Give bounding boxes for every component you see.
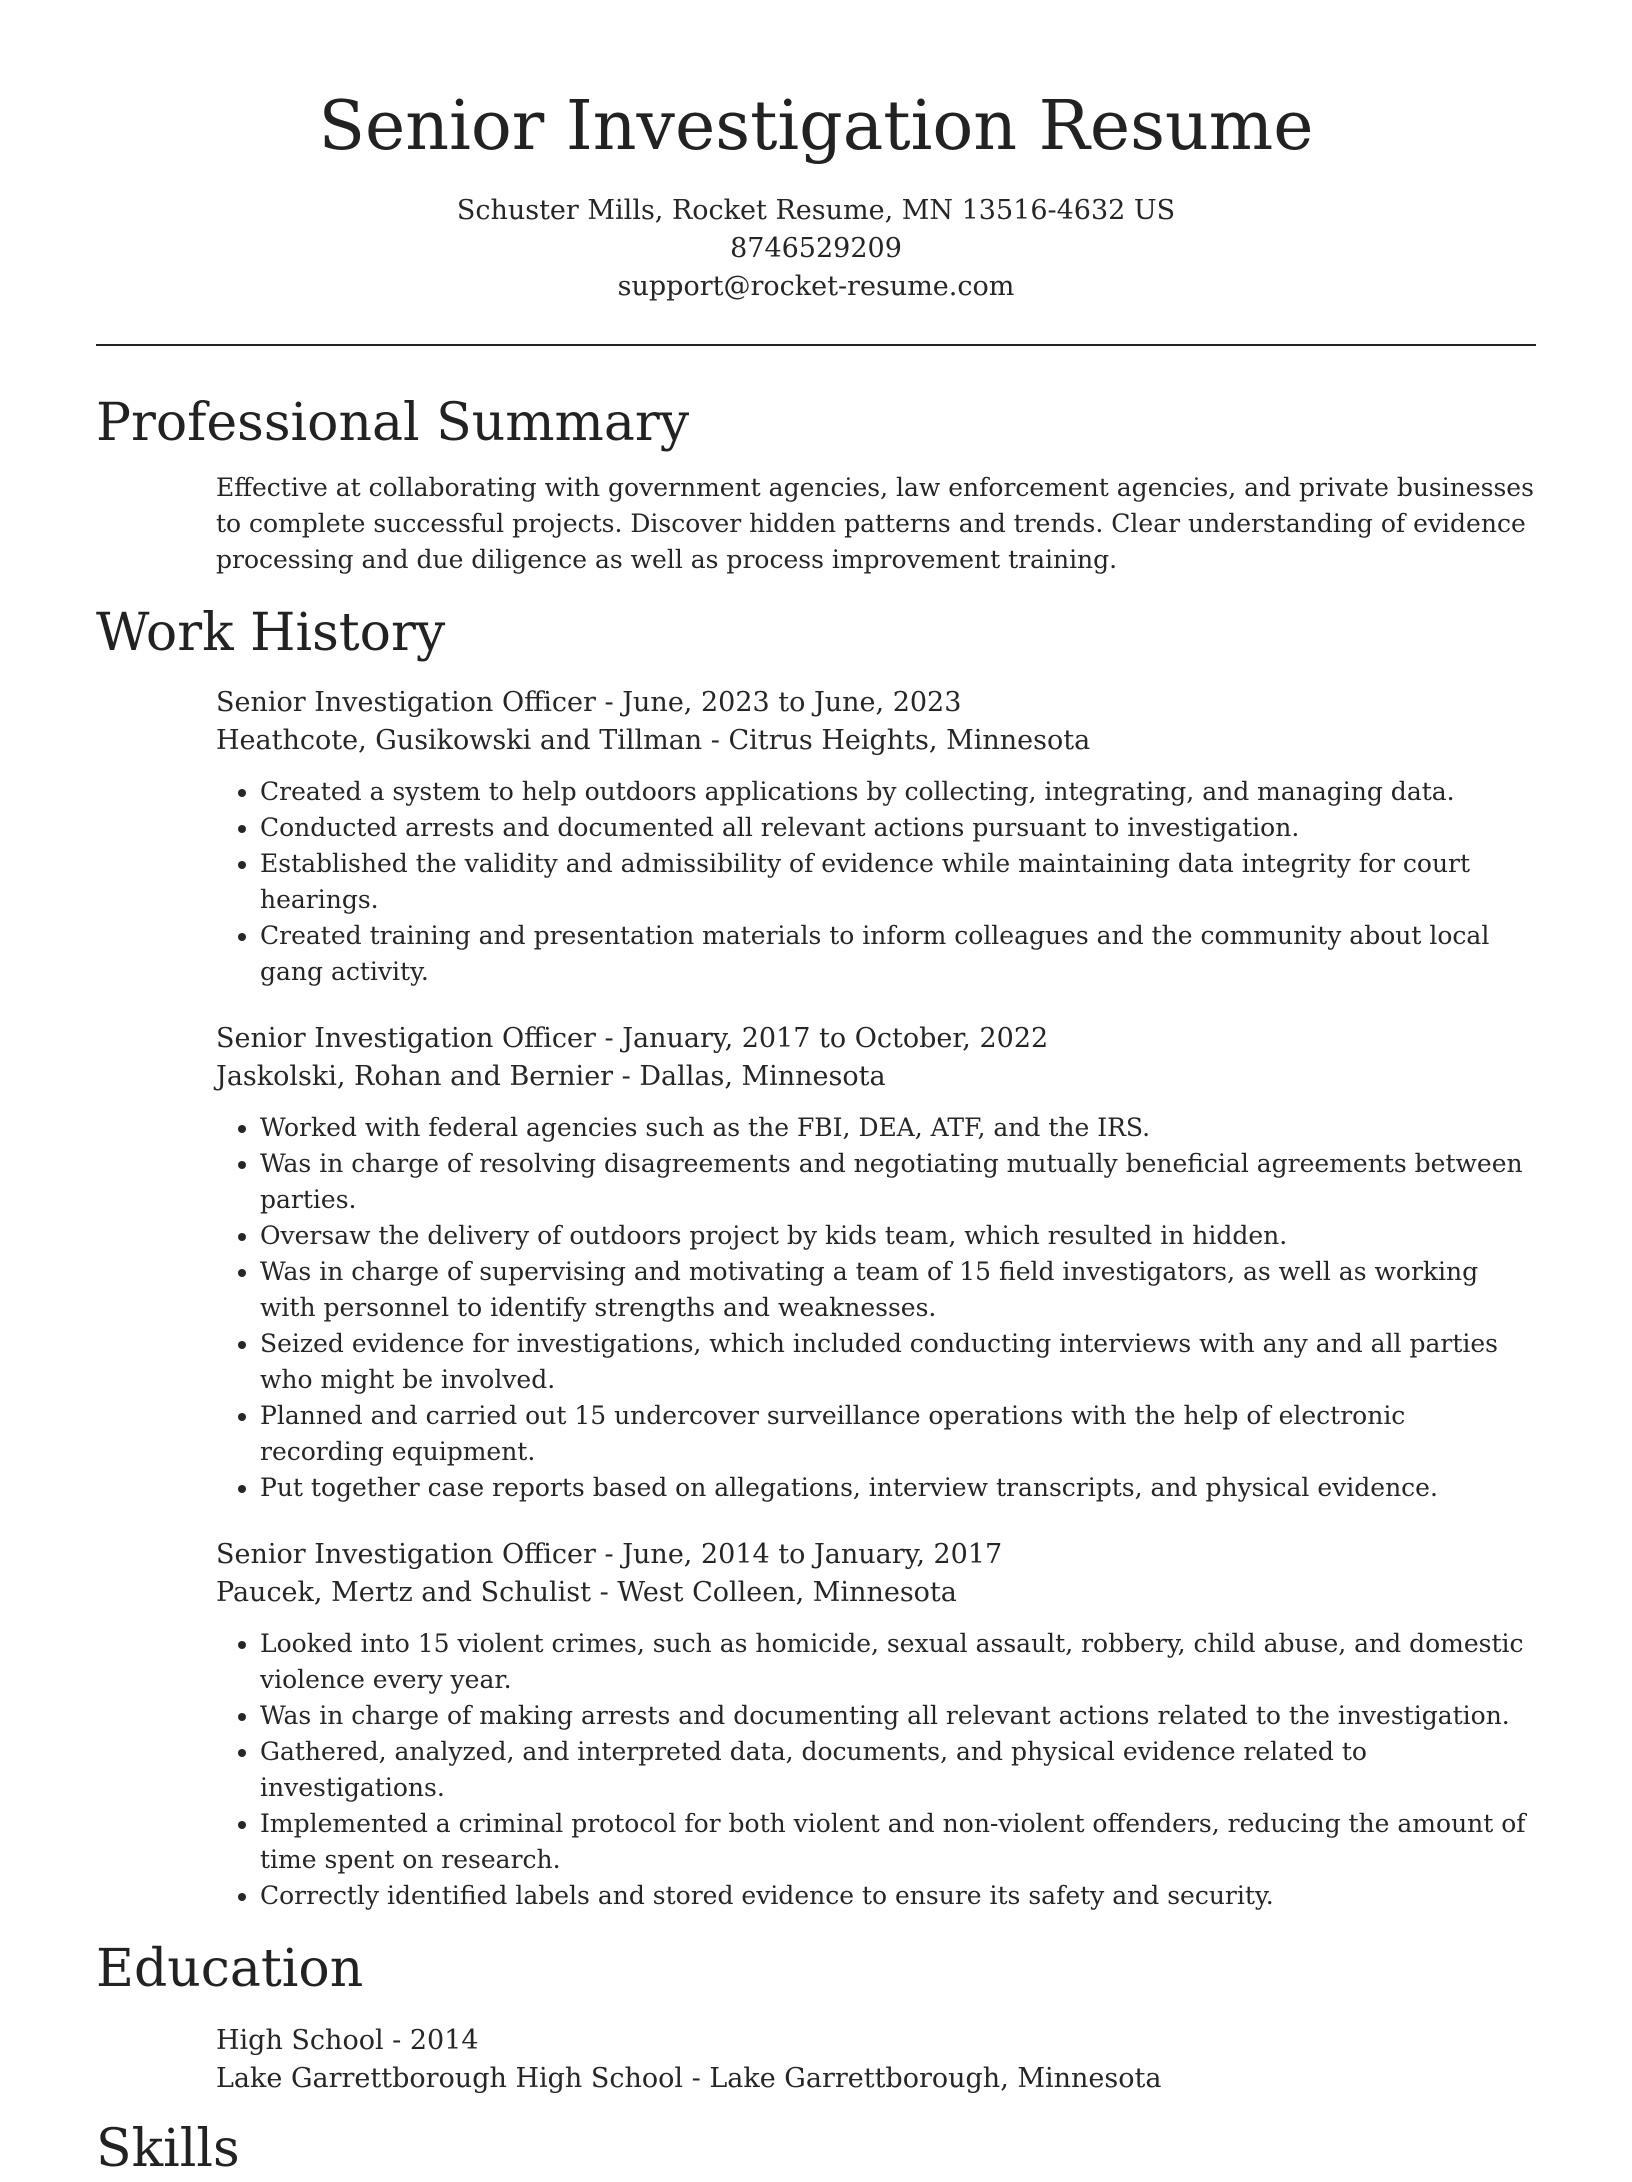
- job-title-line: Senior Investigation Officer - June, 2023 to June, 2023: [216, 687, 962, 718]
- job-bullet: • Looked into 15 violent crimes, such as homicide, sexual assault, robbery, child abuse, and domestic violence every year.: [260, 1626, 1536, 1698]
- job-company-line: Jaskolski, Rohan and Bernier - Dallas, Minnesota: [216, 1061, 886, 1092]
- contact-address: Schuster Mills, Rocket Resume, MN 13516-4632 US: [456, 195, 1176, 226]
- education-school-line: Lake Garrettborough High School - Lake Garrettborough, Minnesota: [216, 2063, 1162, 2094]
- summary-text: Effective at collaborating with government agencies, law enforcement agencies, and private businesses to complete successful projects. Discover hidden patterns and trends. Clear understanding of evidence processing and due diligence as well as process improvement training.: [216, 473, 1534, 574]
- job-bullet: • Implemented a criminal protocol for both violent and non-violent offenders, reducing the amount of time spent on research.: [260, 1806, 1536, 1878]
- header-divider: [96, 344, 1536, 346]
- job-bullet: • Created training and presentation materials to inform colleagues and the community about local gang activity.: [260, 918, 1536, 990]
- contact-block: [96, 192, 1536, 306]
- job-title-line: Senior Investigation Officer - January, 2017 to October, 2022: [216, 1023, 1049, 1054]
- skills-heading: Skills: [96, 2119, 240, 2179]
- job-company-line: Paucek, Mertz and Schulist - West Colleen, Minnesota: [216, 1577, 957, 1608]
- job-bullet: • Planned and carried out 15 undercover surveillance operations with the help of electronic recording equipment.: [260, 1398, 1536, 1470]
- education-heading: Education: [96, 1939, 364, 1999]
- job-bullet: • Correctly identified labels and stored evidence to ensure its safety and security.: [260, 1878, 1536, 1914]
- work-history-heading: Work History: [96, 603, 446, 663]
- job-bullet: • Created a system to help outdoors applications by collecting, integrating, and managing data.: [260, 774, 1536, 810]
- education-entry: [96, 2022, 1536, 2098]
- job-bullet: • Was in charge of making arrests and documenting all relevant actions related to the investigation.: [260, 1698, 1536, 1734]
- job-entry: [96, 684, 1536, 990]
- job-bullet: • Seized evidence for investigations, which included conducting interviews with any and all parties who might be involved.: [260, 1326, 1536, 1398]
- job-bullet: • Conducted arrests and documented all relevant actions pursuant to investigation.: [260, 810, 1536, 846]
- job-entry: [96, 1020, 1536, 1506]
- job-bullet: • Was in charge of supervising and motivating a team of 15 field investigators, as well as working with personnel to identify strengths and weaknesses.: [260, 1254, 1536, 1326]
- job-bullet: • Gathered, analyzed, and interpreted data, documents, and physical evidence related to investigations.: [260, 1734, 1536, 1806]
- summary-heading: Professional Summary: [96, 393, 690, 453]
- job-bullet: • Was in charge of resolving disagreements and negotiating mutually beneficial agreements between parties.: [260, 1146, 1536, 1218]
- job-title-line: Senior Investigation Officer - June, 2014 to January, 2017: [216, 1539, 1003, 1570]
- education-section: [96, 1936, 1536, 2098]
- job-entry: [96, 1536, 1536, 1914]
- job-bullet: • Put together case reports based on allegations, interview transcripts, and physical evidence.: [260, 1470, 1536, 1506]
- job-bullet: • Worked with federal agencies such as the FBI, DEA, ATF, and the IRS.: [260, 1110, 1536, 1146]
- resume-title: Senior Investigation Resume: [318, 87, 1314, 166]
- job-bullets: [216, 1110, 1536, 1506]
- contact-email: support@rocket-resume.com: [617, 271, 1015, 302]
- summary-section: [96, 390, 1536, 578]
- job-bullet: • Established the validity and admissibility of evidence while maintaining data integrity for court hearings.: [260, 846, 1536, 918]
- work-history-section: [96, 600, 1536, 1914]
- job-bullets: [216, 774, 1536, 990]
- contact-phone: 8746529209: [730, 233, 902, 264]
- skills-section: [96, 2116, 1536, 2182]
- education-degree-line: High School - 2014: [216, 2025, 479, 2056]
- job-bullet: • Oversaw the delivery of outdoors project by kids team, which resulted in hidden.: [260, 1218, 1536, 1254]
- job-company-line: Heathcote, Gusikowski and Tillman - Citrus Heights, Minnesota: [216, 725, 1091, 756]
- resume-header: [96, 0, 1536, 306]
- summary-body: [96, 470, 1536, 578]
- job-bullets: [216, 1626, 1536, 1914]
